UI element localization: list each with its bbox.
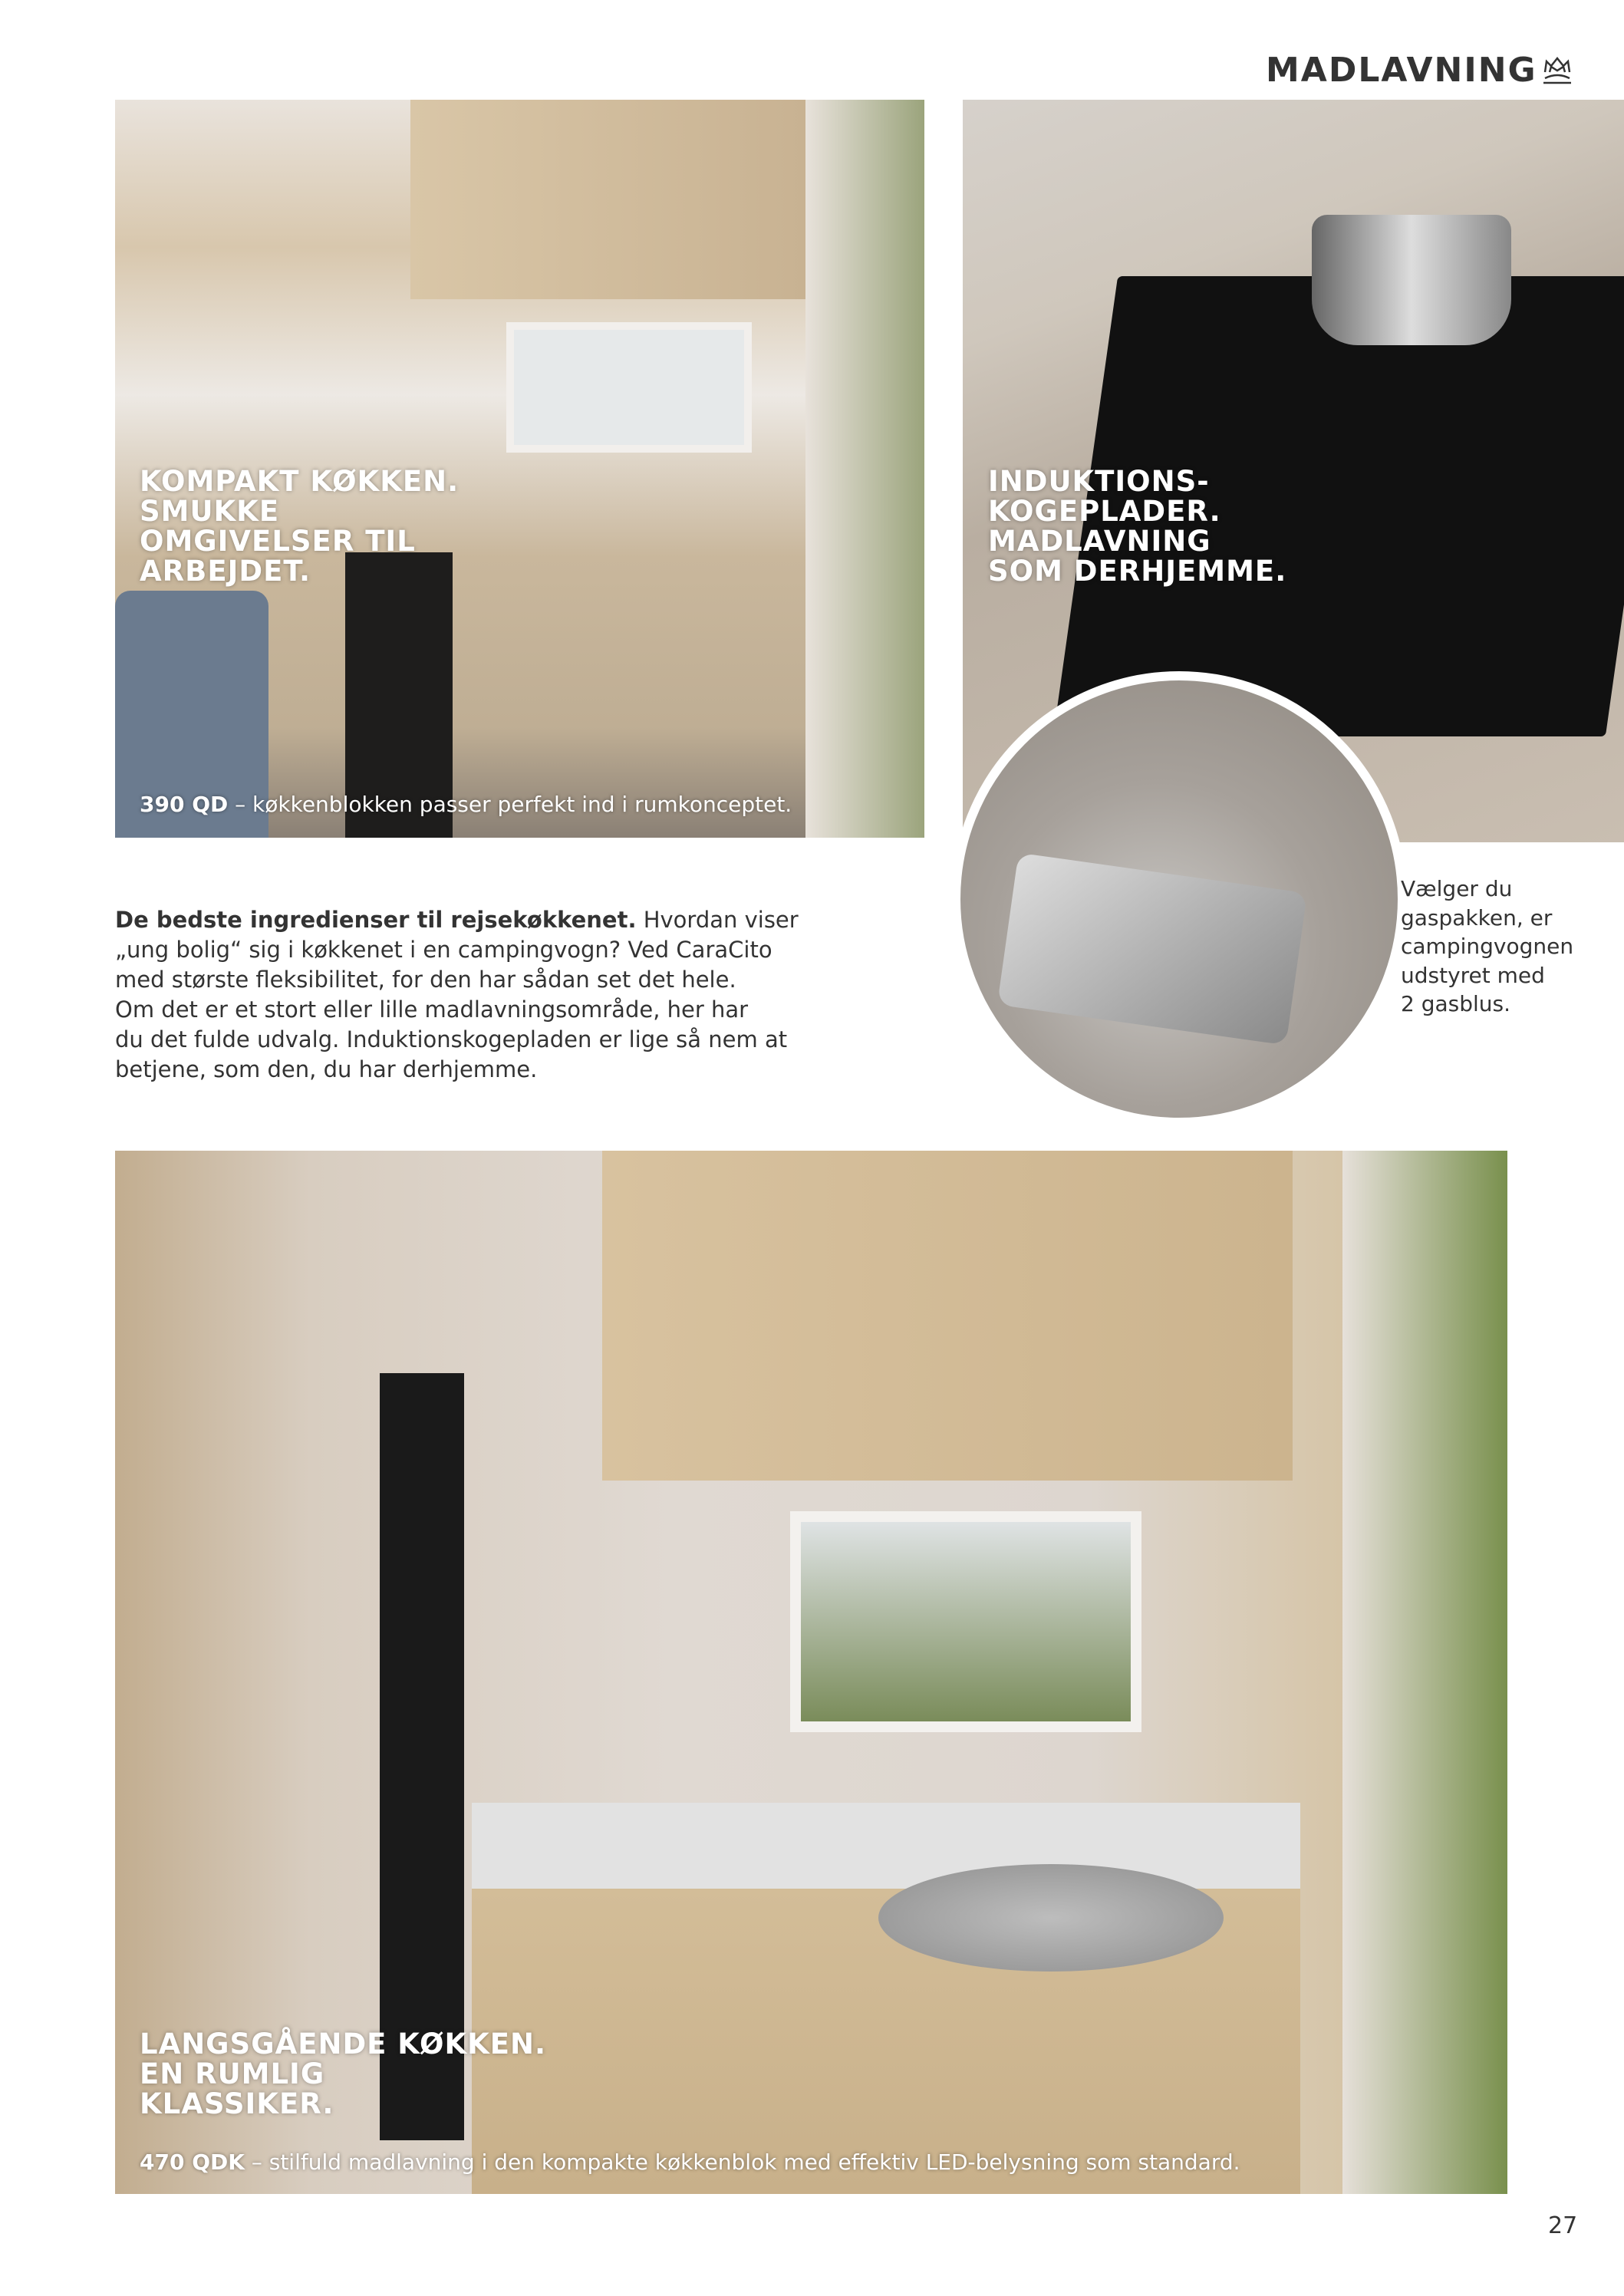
note-line: udstyret med (1401, 962, 1545, 988)
headline-line: LANGSGÅENDE KØKKEN. (140, 2028, 547, 2060)
headline-line: MADLAVNING (988, 525, 1211, 558)
headline-line: EN RUMLIG (140, 2057, 325, 2090)
intro-paragraph (115, 905, 805, 1085)
caption-text: – køkkenblokken passer perfekt ind i rumkonceptet. (228, 792, 792, 817)
note-line: 2 gasblus. (1401, 991, 1511, 1016)
headline-line: INDUKTIONS- (988, 465, 1210, 498)
lead-text: De bedste ingredienser til rejsekøkkenet. (115, 907, 637, 933)
paragraph-line: med største fleksibilitet, for den har sådan set det hele. (115, 967, 736, 993)
gas-package-note (1401, 875, 1573, 1019)
paragraph-line: Om det er et stort eller lille madlavningsområde, her har (115, 996, 749, 1023)
headline-line: SOM DERHJEMME. (988, 555, 1287, 588)
paragraph-line: Hvordan viser (636, 907, 799, 933)
note-line: Vælger du (1401, 876, 1513, 901)
headline-line: KOGEPLADER. (988, 495, 1221, 528)
photo3-caption (140, 2149, 1240, 2175)
photo1-caption (140, 792, 792, 817)
section-title: MADLAVNING (1266, 51, 1537, 90)
headline-line: OMGIVELSER TIL (140, 525, 416, 558)
page-number: 27 (1548, 2212, 1578, 2239)
photo1-headline (140, 466, 459, 586)
headline-line: ARBEJDET. (140, 555, 311, 588)
headline-line: KLASSIKER. (140, 2087, 334, 2120)
note-line: campingvognen (1401, 934, 1574, 959)
photo3-headline (140, 2029, 546, 2119)
note-line: gaspakken, er (1401, 904, 1553, 931)
paragraph-line: betjene, som den, du har derhjemme. (115, 1056, 538, 1082)
paragraph-line: du det fulde udvalg. Induktionskogepladen er lige så nem at (115, 1026, 788, 1052)
model-name: 470 QDK (140, 2149, 245, 2175)
headline-line: KOMPAKT KØKKEN. (140, 465, 460, 498)
stove-flame-icon (1540, 55, 1574, 86)
headline-line: SMUKKE (140, 495, 280, 528)
paragraph-line: „ung bolig“ sig i køkkenet i en campingvogn? Ved CaraCito (115, 937, 772, 963)
caption-text: – stilfuld madlavning i den kompakte køkkenblok med effektiv LED-belysning som standard. (244, 2149, 1240, 2175)
model-name: 390 QD (140, 792, 229, 817)
photo2-headline (988, 466, 1286, 586)
gas-hob-photo (951, 671, 1407, 1127)
